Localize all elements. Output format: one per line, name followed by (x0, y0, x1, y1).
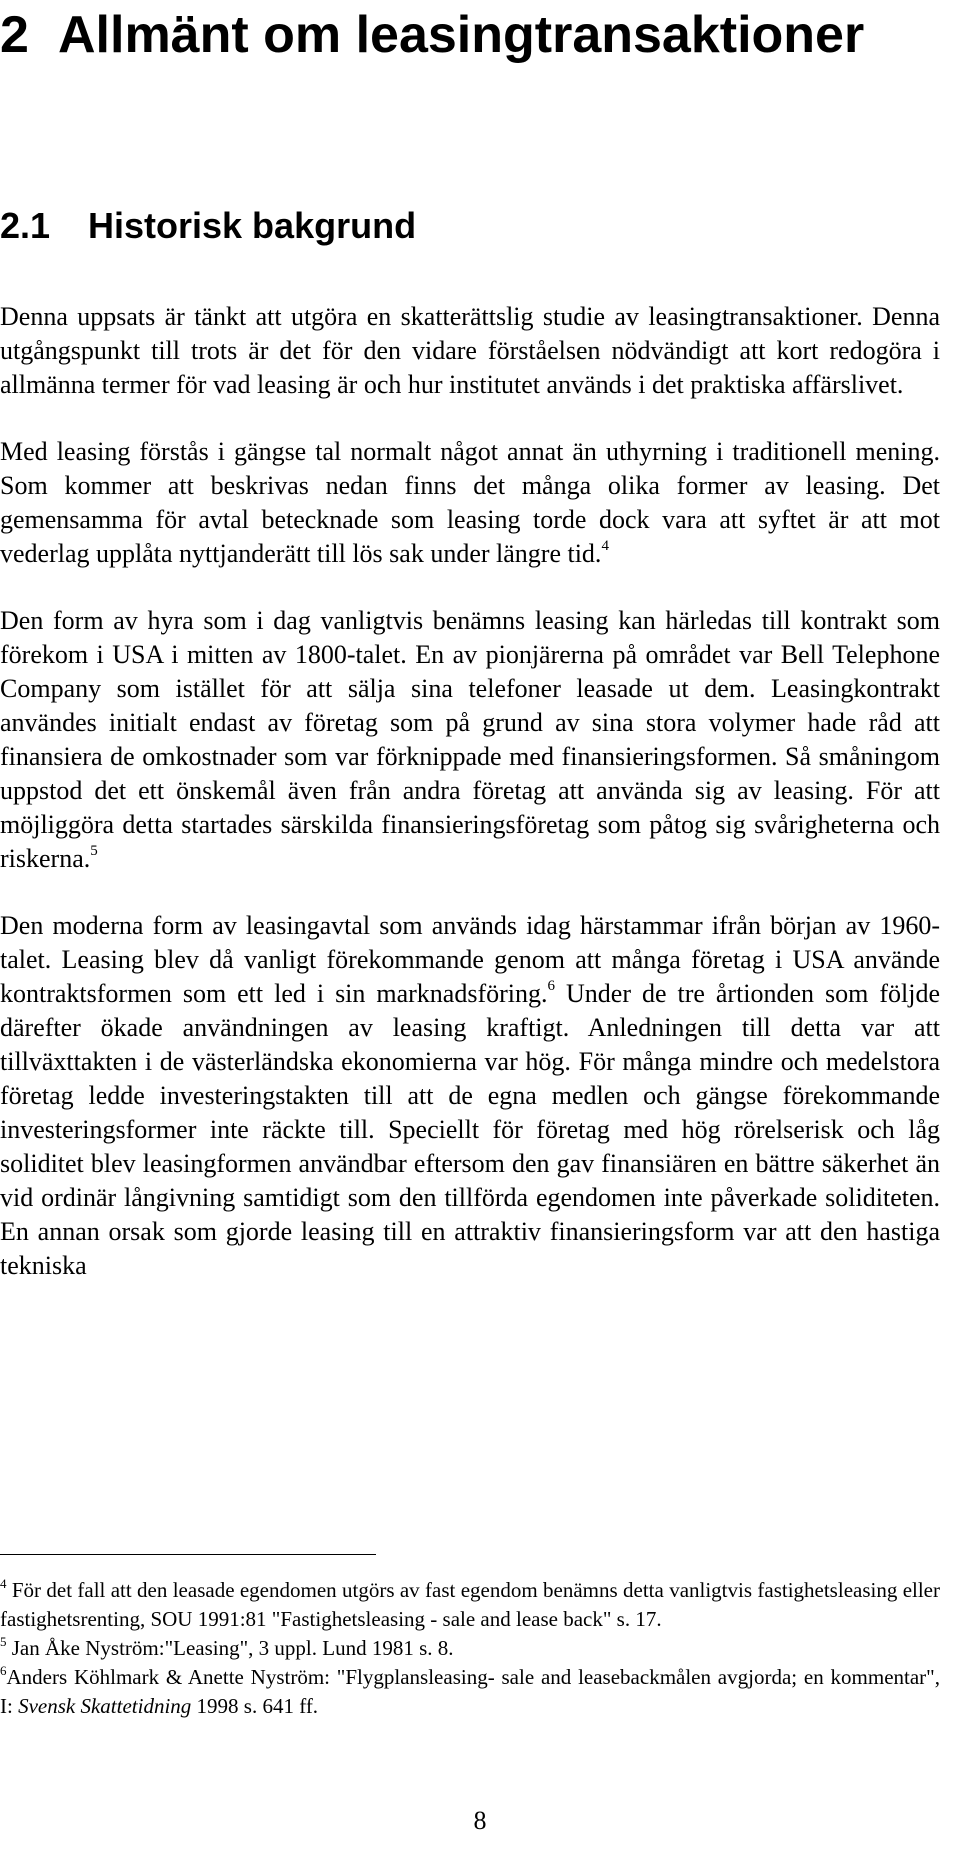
page-number: 8 (473, 1806, 487, 1835)
paragraph-4 (0, 909, 940, 1283)
footnotes (0, 1576, 940, 1721)
section-heading (0, 204, 416, 248)
paragraph-3-text: Den form av hyra som i dag vanligtvis benämns leasing kan härledas till kontrakt som förekom i USA i mitten av 1800-talet. En av pionjärerna på området var Bell Telephone Company som istället för att sälja sina telefoner leasade ut dem. Leasingkontrakt användes initialt endast av företag som på grund av sina stora volymer hade råd att finansiera de omkostnader som var förknippade med finansieringsformen. Så småningom uppstod det ett önskemål även från andra företag att använda sig av leasing. För att möjliggöra detta startades särskilda finansieringsföretag som påtog sig svårigheterna och riskerna. (0, 606, 940, 873)
chapter-title: Allmänt om leasingtransaktioner (58, 6, 865, 64)
section-title: Historisk bakgrund (88, 205, 417, 246)
footnote-5 (0, 1634, 940, 1663)
paragraph-4-text-a: Den moderna form av leasingavtal som används idag härstammar ifrån början av 1960-talet. Leasing blev då vanligt förekommande genom att många företag i USA använde kontraktsformen som ett led i sin marknadsföring. (0, 911, 940, 1008)
paragraph-1 (0, 300, 940, 402)
chapter-number: 2 (0, 6, 29, 64)
footnote-4-number: 4 (0, 1576, 7, 1591)
footnote-5-number: 5 (0, 1634, 7, 1649)
footnote-ref-4[interactable]: 4 (601, 538, 609, 554)
paragraph-1-text: Denna uppsats är tänkt att utgöra en skatterättslig studie av leasingtransaktioner. Denna utgångspunkt till trots är det för den vidare förståelsen nödvändigt att kort redogöra i allmänna termer för vad leasing är och hur institutet används i det praktiska affärslivet. (0, 302, 940, 399)
footnote-6-number: 6 (0, 1663, 7, 1678)
paragraph-2-text: Med leasing förstås i gängse tal normalt något annat än uthyrning i traditionell mening. Som kommer att beskrivas nedan finns det många olika former av leasing. Det gemensamma för avtal betecknade som leasing torde dock vara att syftet är att mot vederlag upplåta nyttjanderätt till lös sak under längre tid. (0, 437, 940, 568)
section-number: 2.1 (0, 205, 51, 246)
footnote-6 (0, 1663, 940, 1721)
footnote-6-text-post: 1998 s. 641 ff. (191, 1694, 319, 1718)
footnote-separator (0, 1554, 376, 1555)
footnote-4 (0, 1576, 940, 1634)
footnote-6-journal-title: Svensk Skattetidning (18, 1694, 192, 1718)
paragraph-3 (0, 604, 940, 876)
footnote-6-text-pre: Anders Köhlmark & Anette Nyström: "Flygplansleasing- sale and leasebackmålen avgjorda; en kommentar", I: (0, 1665, 940, 1718)
footnote-ref-5[interactable]: 5 (90, 843, 98, 859)
body-text (0, 300, 940, 1316)
footnote-5-text: Jan Åke Nyström:"Leasing", 3 uppl. Lund 1981 s. 8. (6, 1636, 454, 1660)
footnote-ref-6[interactable]: 6 (547, 978, 556, 994)
paragraph-4-text-b: Under de tre årtionden som följde därefter ökade användningen av leasing kraftigt. Anledningen till detta var att tillväxttakten i de västerländska ekonomierna var hög. För många mindre och medelstora företag ledde investeringstakten till att de egna medlen och gängse förekommande investeringsformer inte räckte till. Speciellt för företag med hög rörelserisk och låg soliditet blev leasingformen användbar eftersom den gav finansiären en bättre säkerhet än vid ordinär långivning samtidigt som den tillförda egendomen inte påverkade soliditeten. En annan orsak som gjorde leasing till en attraktiv finansieringsform var att den hastiga tekniska (0, 979, 941, 1280)
footnote-4-text: För det fall att den leasade egendomen utgörs av fast egendom benämns detta vanligtvis fastighetsleasing eller fastighetsrenting, SOU 1991:81 "Fastighetsleasing - sale and lease back" s. 17. (0, 1578, 940, 1631)
paragraph-2 (0, 435, 940, 571)
chapter-heading (0, 0, 940, 70)
